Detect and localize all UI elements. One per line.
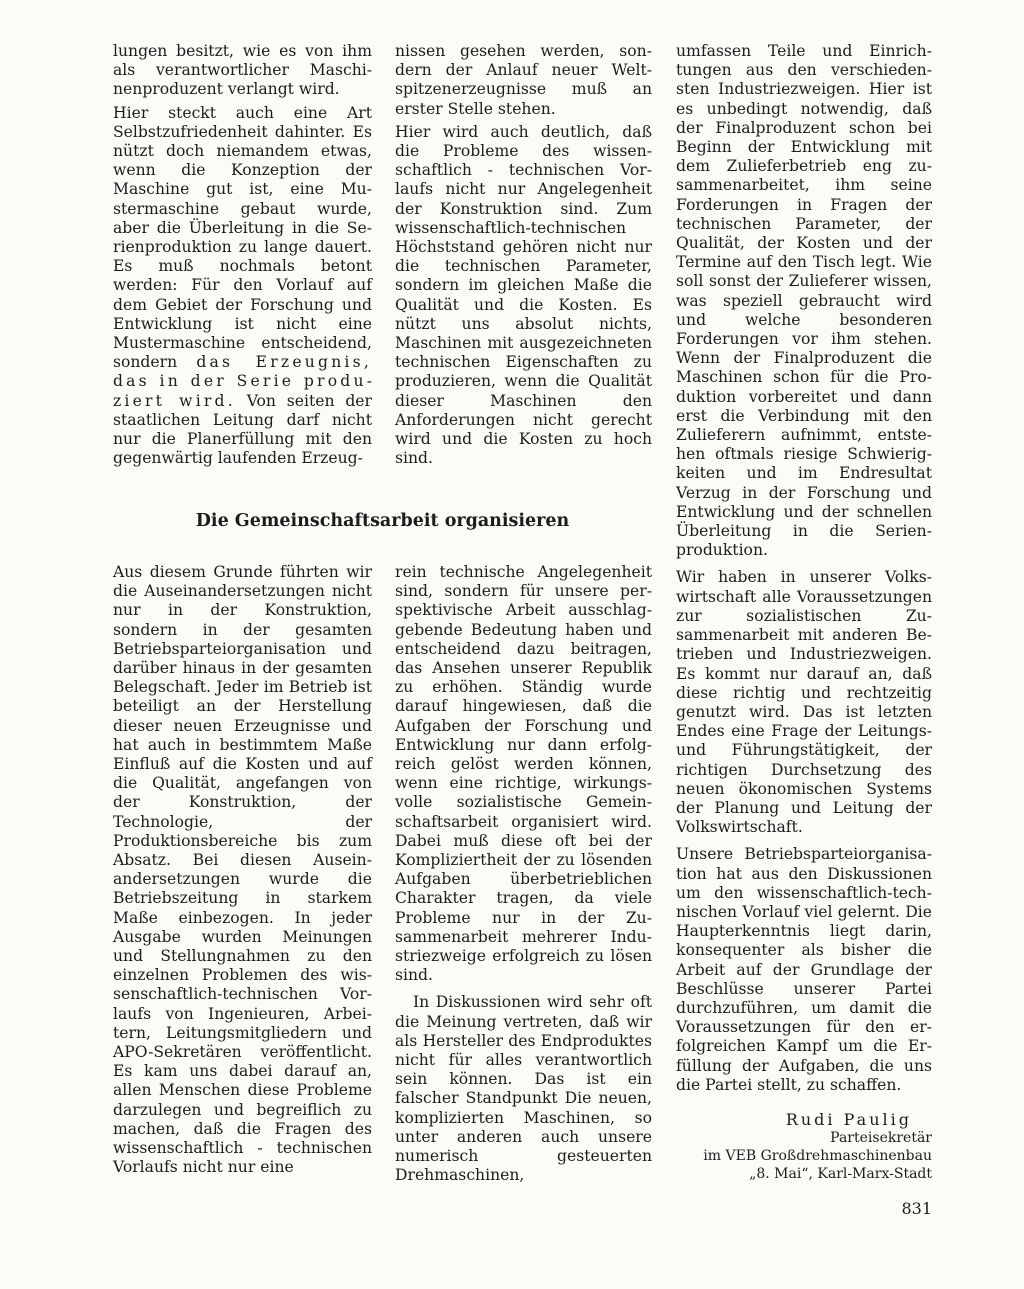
- paragraph: In Diskussionen wird sehr oft die Meinung vertreten, daß wir als Hersteller des Endproduktes nicht für alles verantwortlich sein können. Das ist ein falscher Standpunkt Die neuen, komplizierten Maschinen, so unter anderen auch unsere numerisch gesteuerten Drehmaschinen,: [395, 993, 652, 1185]
- paragraph: nissen gesehen werden, sondern der Anlauf neuer Weltspitzenerzeugnisse muß an erster Stelle stehen.: [395, 42, 652, 118]
- column-2: [395, 42, 652, 472]
- paragraph: umfassen Teile und Einrichtungen aus den verschiedensten Industriezweigen. Hier ist es unbedingt notwendig, daß der Finalproduzent schon bei Beginn der Entwicklung mit dem Zulieferbetrieb eng zusammenarbeitet, ihm seine Forderungen in Fragen der technischen Parameter, der Qualität, der Kosten und der Termine auf den Tisch legt. Wie soll sonst der Zulieferer wissen, was speziell gebraucht wird und welche besonderen Forderungen vor ihm stehen. Wenn der Finalproduzent die Maschinen schon für die Produktion vorbereitet und dann erst die Verbindung mit den Zulieferern aufnimmt, entstehen oftmals riesige Schwierigkeiten und im Endresultat Verzug in der Forschung und Entwicklung und der schnellen Überleitung in die Serienproduktion.: [676, 42, 932, 560]
- paragraph: rein technische Angelegenheit sind, sondern für unsere perspektivische Arbeit ausschlaggebende Bedeutung haben und entscheidend dazu beitragen, das Ansehen unserer Republik zu erhöhen. Ständig wurde darauf hingewiesen, daß die Aufgaben der Forschung und Entwicklung nur dann erfolgreich gelöst werden können, wenn eine richtige, wirkungsvolle sozialistische Gemeinschaftsarbeit organisiert wird. Dabei muß diese oft bei der Kompliziertheit der zu lösenden Aufgaben überbetrieblichen Charakter tragen, da viele Probleme nur in der Zusammenarbeit mehrerer Industriezweige erfolgreich zu lösen sind.: [395, 563, 652, 985]
- paragraph: Unsere Betriebsparteiorganisation hat aus den Diskussionen um den wissenschaftlich-technischen Vorlauf viel gelernt. Die Haupterkenntnis liegt darin, konsequenter als bisher die Arbeit auf der Grundlage der Beschlüsse unserer Partei durchzuführen, um damit die Voraussetzungen für den erfolgreichen Kampf um die Erfüllung der Aufgaben, die uns die Partei stellt, zu schaffen.: [676, 845, 932, 1094]
- paragraph: Wir haben in unserer Volkswirtschaft alle Voraussetzungen zur sozialistischen Zusammenarbeit mit anderen Betrieben und Industriezweigen. Es kommt nur darauf an, daß diese richtig und rechtzeitig genutzt wird. Das ist letzten Endes eine Frage der Leitungs- und Führungstätigkeit, der richtigen Durchsetzung des neuen ökonomischen Systems der Planung und Leitung der Volkswirtschaft.: [676, 568, 932, 837]
- page-number: 831: [901, 1199, 932, 1218]
- paragraph: Aus diesem Grunde führten wir die Auseinandersetzungen nicht nur in der Konstruktion, sondern in der gesamten Betriebsparteiorganisation und darüber hinaus in der gesamten Belegschaft. Jeder im Betrieb ist beteiligt an der Herstellung dieser neuen Erzeugnisse und hat auch in bestimmtem Maße Einfluß auf die Kosten und auf die Qualität, angefangen von der Konstruktion, der Technologie, der Produktionsbereiche bis zum Absatz. Bei diesen Auseinandersetzungen wurde die Betriebszeitung in starkem Maße einbezogen. In jeder Ausgabe wurden Meinungen und Stellungnahmen zu den einzelnen Problemen des wissenschaftlich-technischen Vorlaufs von Ingenieuren, Arbeitern, Leitungsmitgliedern und APO-Sekretären veröffentlicht. Es kam uns dabei darauf an, allen Menschen diese Probleme darzulegen und begreiflich zu machen, daß die Fragen des wissenschaftlich - technischen Vorlaufs nicht nur eine: [113, 563, 372, 1177]
- author-title: Parteisekretär: [830, 1130, 932, 1146]
- paragraph: Hier steckt auch eine Art Selbstzufriedenheit dahinter. Es nützt doch niemandem etwas, wenn die Konzeption der Maschine gut ist, eine Mustermaschine gebaut wurde, aber die Überleitung in die Serienproduktion zu lange dauert. Es muß nochmals betont werden: Für den Vorlauf auf dem Gebiet der Forschung und Entwicklung ist nicht eine Mustermaschine entscheidend, sondern das Erzeugnis, das in der Serie produziert wird. Von seiten der staatlichen Leitung darf nicht nur die Planerfüllung mit den gegenwärtig laufenden Erzeug-: [113, 103, 372, 468]
- author-affiliation: im VEB Großdrehmaschinenbau: [703, 1148, 932, 1164]
- column-3: [676, 42, 932, 1099]
- author-signature: [676, 1111, 932, 1183]
- column-1: [113, 42, 372, 472]
- column-4: [113, 563, 372, 1182]
- author-location: „8. Mai“, Karl-Marx-Stadt: [749, 1166, 932, 1182]
- section-heading: Die Gemeinschaftsarbeit organisieren: [195, 511, 570, 531]
- paragraph: Hier wird auch deutlich, daß die Probleme des wissenschaftlich - technischen Vorlaufs nicht nur Angelegenheit der Konstruktion sind. Zum wissenschaftlich-technischen Höchststand gehören nicht nur die technischen Parameter, sondern im gleichen Maße die Qualität und die Kosten. Es nützt uns absolut nichts, Maschinen mit ausgezeichneten technischen Eigenschaften zu produzieren, wenn die Qualität dieser Maschinen den Anforderungen nicht gerecht wird und die Kosten zu hoch sind.: [395, 122, 652, 468]
- column-5: [395, 563, 652, 1190]
- spaced-emphasis: das Erzeugnis, das in der Serie produziert wird.: [113, 353, 372, 410]
- paragraph: lungen besitzt, wie es von ihm als verantwortlicher Maschinenproduzent verlangt wird.: [113, 42, 372, 99]
- author-name: Rudi Paulig: [785, 1110, 912, 1129]
